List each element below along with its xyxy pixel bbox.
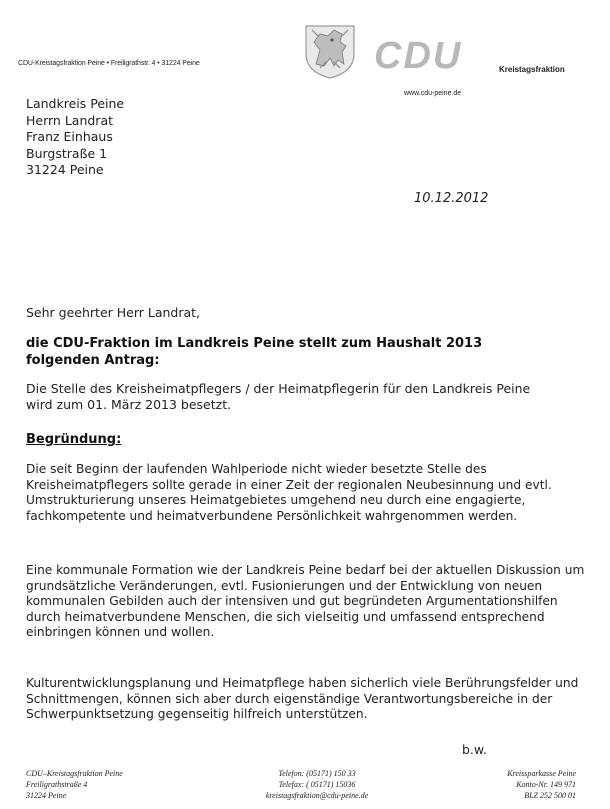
footer-line: Kreissparkasse Peine [507,769,576,778]
address-line: 31224 Peine [26,162,104,177]
footer-line: BLZ 252 500 01 [524,791,576,800]
continuation-note: b.w. [462,742,487,757]
paragraph: Die seit Beginn der laufenden Wahlperiode nicht wieder besetzte Stelle des Kreisheimatpflegers sollte gerade in einer Zeit der regionalen Neubesinnung und evtl. Umstrukturierung unseres Heimatgebietes umgehend neu durch eine engagierte, fachkompetente und heimatverbundene Persönlichkeit wahrgenommen werden. [26,462,552,523]
recipient-address [26,96,124,179]
footer-phone: Telefon: (05171) 150 33 [278,769,356,778]
salutation: Sehr geehrter Herr Landrat, [26,305,201,320]
cdu-brand: CDU [374,35,463,77]
footer-email[interactable]: kreistagsfraktion@cdu-peine.de [265,791,369,800]
footer-line: Freiligrathstraße 4 [26,780,88,789]
sender-line: CDU-Kreistagsfraktion Peine • Freiligrathstr. 4 • 31224 Peine [18,60,200,67]
address-line: Burgstraße 1 [26,145,108,161]
footer-line: CDU–Kreistagsfraktion Peine [26,769,123,778]
logo-subtitle: Kreistagsfraktion [499,65,565,74]
antrag-text: Die Stelle des Kreisheimatpflegers / der Heimatpflegerin für den Landkreis Peine wird zum 01. März 2013 besetzt. [26,381,531,412]
footer-line: Konto-Nr. 149 971 [516,780,576,789]
headline: die CDU-Fraktion im Landkreis Peine stellt zum Haushalt 2013 folgenden Antrag: [26,336,483,368]
address-line: Herrn Landrat [26,112,114,128]
horse-crest-icon [298,20,362,80]
footer-address [26,768,123,801]
address-line: Landkreis Peine [26,96,125,111]
footer-bank [426,768,576,801]
begruendung-heading: Begründung: [26,432,122,447]
footer-contact [232,768,402,801]
address-line: Franz Einhaus [26,129,113,144]
footer-fax: Telefax: ( 05171) 15036 [278,780,356,789]
paragraph: Kulturentwicklungsplanung und Heimatpflege haben sicherlich viele Berührungsfelder und Schnittmengen, können sich aber durch eigenständige Verantwortungsbereiche in der Schwerpunktsetzung gegenseitig hilfreich unterstützen. [26,676,579,721]
footer-line: 31224 Peine [26,791,67,800]
letter-date: 10.12.2012 [414,191,489,206]
website-link[interactable]: www.cdu-peine.de [404,90,462,97]
cdu-logo [298,20,578,80]
paragraph: Eine kommunale Formation wie der Landkreis Peine bedarf bei der aktuellen Diskussion um grundsätzliche Veränderungen, evtl. Fusionierungen und der Entwicklung von neuen kommunalen Gebilden auch der intensiven und gut begründeten Argumentationshilfen durch heimatverbundene Menschen, die sich vielseitig und umfassend entsprechend einbringen können und wollen. [26,563,585,639]
